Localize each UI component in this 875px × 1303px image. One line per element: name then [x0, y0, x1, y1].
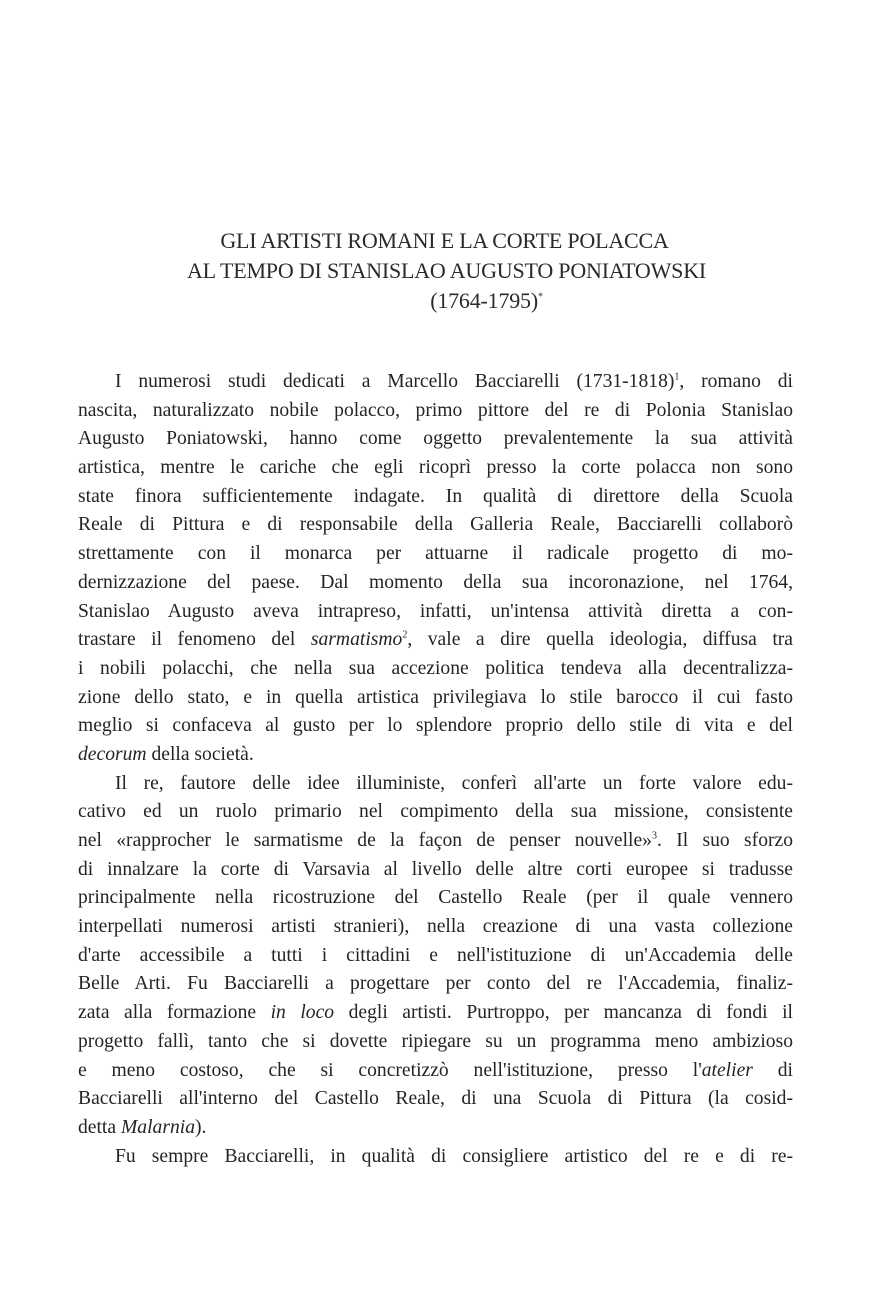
text-line: di innalzare la corte di Varsavia al livello delle altre corti europee si tradusse: [78, 858, 793, 880]
title-footnote-mark: *: [537, 291, 543, 303]
text-line: Fu sempre Bacciarelli, in qualità di consigliere artistico del re e di re-: [115, 1145, 793, 1167]
paragraph-2: [78, 770, 793, 1143]
footnote-ref-1: 1: [674, 371, 680, 383]
text-line: nel «rapprocher le sarmatisme de la façon de penser nouvelle»$^3$. Il suo sforzo: [78, 830, 794, 851]
text-line: zione dello stato, e in quella artistica privilegiava lo stile barocco il cui fasto: [78, 686, 793, 708]
text-line: Reale di Pittura e di responsabile della Galleria Reale, Bacciarelli collaborò: [78, 514, 793, 536]
title-line-2: AL TEMPO DI STANISLAO AUGUSTO PONIATOWSKI: [186, 258, 707, 283]
text-line: d'arte accessibile a tutti i cittadini e nell'istituzione di un'Accademia delle: [78, 944, 793, 966]
text-line: cativo ed un ruolo primario nel compimento della sua missione, consistente: [78, 801, 793, 823]
text-line: progetto fallì, tanto che si dovette ripiegare su un programma meno ambizioso: [78, 1030, 793, 1052]
title-years: (1764-1795): [430, 288, 538, 313]
paragraph-1: [78, 368, 793, 770]
italic-term: in loco: [270, 1002, 335, 1024]
text-line: state finora sufficientemente indagate. In qualità di direttore della Scuola: [78, 485, 793, 507]
text-line: artistica, mentre le cariche che egli ricoprì presso la corte polacca non sono: [78, 457, 793, 479]
paragraph-3: [78, 1143, 793, 1172]
text-line: Belle Arti. Fu Bacciarelli a progettare per conto del re l'Accademia, finaliz-: [78, 973, 793, 995]
text-line: trastare il fenomeno del sarmatismo$^2$, vale a dire quella ideologia, diffusa tra: [78, 629, 794, 651]
footnote-ref-3: 3: [651, 830, 657, 842]
italic-term: decorum: [78, 743, 147, 765]
text-line: I numerosi studi dedicati a Marcello Bacciarelli (1731-1818)$^1$, romano di: [115, 371, 794, 392]
text-line: meglio si confaceva al gusto per lo splendore proprio dello stile di vita e del: [78, 715, 793, 737]
text-line: strettamente con il monarca per attuarne il radicale progetto di mo-: [78, 543, 793, 565]
chapter-title: [0, 226, 875, 316]
italic-term: sarmatismo: [310, 629, 403, 651]
text-line: detta Malarnia).: [78, 1116, 207, 1138]
text-line: Augusto Poniatowski, hanno come oggetto prevalentemente la sua attività: [78, 428, 793, 450]
italic-term: Malarnia: [120, 1116, 196, 1138]
text-line: i nobili polacchi, che nella sua accezione politica tendeva alla decentralizza-: [78, 657, 793, 679]
title-line-1: GLI ARTISTI ROMANI E LA CORTE POLACCA: [220, 228, 669, 253]
text-line: decorum della società.: [78, 743, 254, 765]
text-line: Il re, fautore delle idee illuministe, conferì all'arte un forte valore edu-: [115, 772, 793, 794]
title-line-3: [98, 286, 875, 316]
text-line: e meno costoso, che si concretizzò nell'istituzione, presso l'atelier di: [78, 1059, 793, 1081]
text-line: dernizzazione del paese. Dal momento della sua incoronazione, nel 1764,: [78, 571, 793, 593]
text-line: interpellati numerosi artisti stranieri), nella creazione di una vasta collezione: [78, 916, 793, 938]
italic-term: atelier: [701, 1059, 753, 1081]
text-line: Stanislao Augusto aveva intrapreso, infatti, un'intensa attività diretta a con-: [78, 600, 793, 622]
footnote-ref-2: 2: [402, 629, 408, 641]
text-line: principalmente nella ricostruzione del Castello Reale (per il quale vennero: [78, 887, 793, 909]
body-text: [78, 368, 793, 1171]
text-line: nascita, naturalizzato nobile polacco, primo pittore del re di Polonia Stanislao: [78, 399, 793, 421]
text-line: zata alla formazione in loco degli artisti. Purtroppo, per mancanza di fondi il: [78, 1002, 793, 1024]
text-line: Bacciarelli all'interno del Castello Reale, di una Scuola di Pittura (la cosid-: [78, 1088, 793, 1110]
